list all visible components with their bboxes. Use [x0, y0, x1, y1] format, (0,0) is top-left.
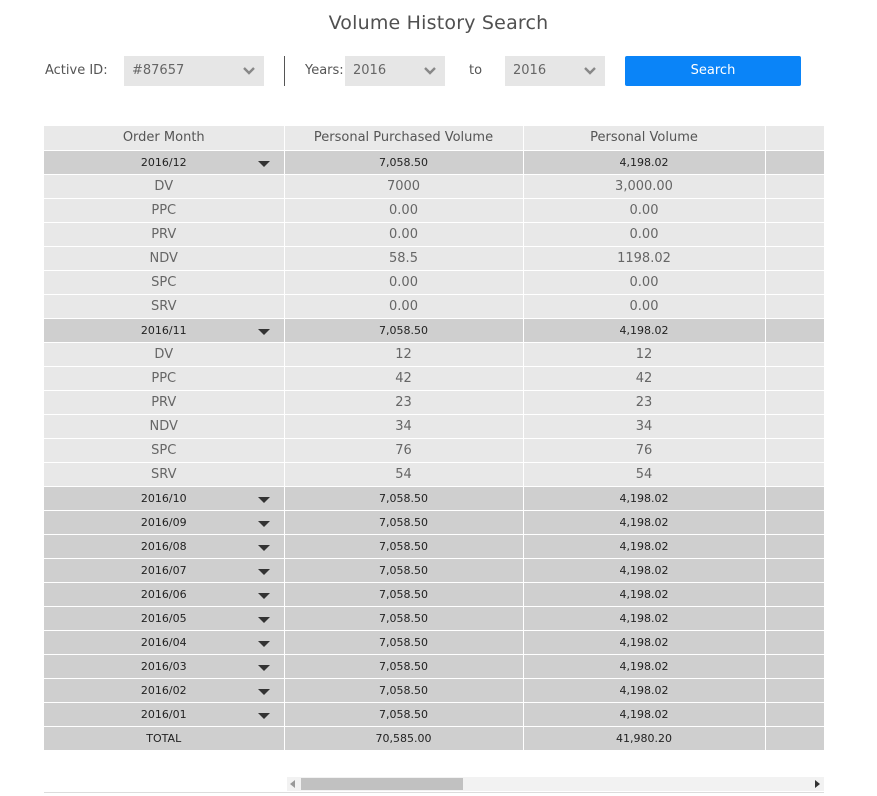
row-label	[44, 702, 284, 726]
ppv-cell: 7,058.50	[284, 606, 523, 630]
row-label	[44, 582, 284, 606]
month-row[interactable]	[44, 534, 824, 558]
row-label: SPC	[44, 438, 284, 462]
row-label: PPC	[44, 366, 284, 390]
month-row[interactable]	[44, 702, 824, 726]
detail-row	[44, 198, 824, 222]
pv-cell: 0.00	[523, 222, 765, 246]
extra-cell	[765, 558, 824, 582]
ppv-cell: 7,058.50	[284, 510, 523, 534]
extra-cell	[765, 366, 824, 390]
ppv-cell: 7,058.50	[284, 630, 523, 654]
extra-cell	[765, 462, 824, 486]
row-label	[44, 318, 284, 342]
ppv-cell: 34	[284, 414, 523, 438]
row-label	[44, 558, 284, 582]
expand-caret-icon[interactable]	[258, 641, 270, 647]
year-from-select[interactable]	[345, 56, 445, 86]
active-id-select[interactable]	[124, 56, 264, 86]
ppv-cell: 42	[284, 366, 523, 390]
detail-row	[44, 462, 824, 486]
row-label: PRV	[44, 390, 284, 414]
extra-cell	[765, 414, 824, 438]
header-order-month: Order Month	[44, 126, 284, 150]
detail-row	[44, 342, 824, 366]
table-body	[44, 150, 824, 750]
month-label: 2016/05	[140, 611, 187, 625]
detail-row	[44, 222, 824, 246]
horizontal-scrollbar[interactable]	[287, 777, 824, 791]
expand-caret-icon[interactable]	[258, 617, 270, 623]
pv-cell: 76	[523, 438, 765, 462]
month-label: 2016/11	[140, 323, 187, 337]
row-label	[44, 486, 284, 510]
detail-row	[44, 438, 824, 462]
header-extra	[765, 126, 824, 150]
page-title: Volume History Search	[328, 12, 549, 34]
month-row[interactable]	[44, 582, 824, 606]
ppv-cell: 7,058.50	[284, 486, 523, 510]
ppv-cell: 0.00	[284, 270, 523, 294]
active-id-value: #87657	[132, 63, 185, 78]
detail-row	[44, 174, 824, 198]
pv-cell: 34	[523, 414, 765, 438]
ppv-cell: 7,058.50	[284, 534, 523, 558]
extra-cell	[765, 150, 824, 174]
pv-cell: 4,198.02	[523, 678, 765, 702]
ppv-cell: 7,058.50	[284, 582, 523, 606]
month-label: 2016/01	[140, 707, 187, 721]
row-label	[44, 534, 284, 558]
row-label: SRV	[44, 462, 284, 486]
row-label	[44, 630, 284, 654]
month-label: 2016/02	[140, 683, 187, 697]
extra-cell	[765, 294, 824, 318]
month-row[interactable]	[44, 318, 824, 342]
month-label: 2016/07	[140, 563, 187, 577]
pv-cell: 1198.02	[523, 246, 765, 270]
extra-cell	[765, 486, 824, 510]
pv-cell: 4,198.02	[523, 702, 765, 726]
extra-cell	[765, 342, 824, 366]
ppv-cell: 7,058.50	[284, 702, 523, 726]
pv-cell: 4,198.02	[523, 582, 765, 606]
extra-cell	[765, 198, 824, 222]
extra-cell	[765, 654, 824, 678]
month-label: 2016/03	[140, 659, 187, 673]
year-to-value: 2016	[513, 63, 547, 78]
detail-row	[44, 246, 824, 270]
pv-cell: 4,198.02	[523, 534, 765, 558]
detail-row	[44, 366, 824, 390]
month-label: 2016/04	[140, 635, 187, 649]
chevron-down-icon	[243, 65, 255, 77]
row-label: DV	[44, 174, 284, 198]
extra-cell	[765, 678, 824, 702]
row-label: SRV	[44, 294, 284, 318]
pv-cell: 3,000.00	[523, 174, 765, 198]
month-row[interactable]	[44, 630, 824, 654]
extra-cell	[765, 582, 824, 606]
extra-cell	[765, 270, 824, 294]
detail-row	[44, 414, 824, 438]
expand-caret-icon[interactable]	[258, 689, 270, 695]
total-pv: 41,980.20	[523, 726, 765, 750]
ppv-cell: 76	[284, 438, 523, 462]
row-label: PPC	[44, 198, 284, 222]
extra-cell	[765, 390, 824, 414]
pv-cell: 4,198.02	[523, 150, 765, 174]
pv-cell: 4,198.02	[523, 558, 765, 582]
pv-cell: 0.00	[523, 198, 765, 222]
active-id-label: Active ID:	[45, 63, 108, 78]
pv-cell: 4,198.02	[523, 486, 765, 510]
row-label	[44, 654, 284, 678]
year-to-select[interactable]	[505, 56, 605, 86]
table-header-row	[44, 126, 824, 150]
expand-caret-icon[interactable]	[258, 329, 270, 335]
row-label: SPC	[44, 270, 284, 294]
years-label: Years:	[305, 63, 344, 78]
search-button[interactable]: Search	[625, 56, 801, 86]
row-label	[44, 510, 284, 534]
row-label: NDV	[44, 246, 284, 270]
row-label	[44, 606, 284, 630]
pv-cell: 54	[523, 462, 765, 486]
ppv-cell: 0.00	[284, 198, 523, 222]
total-row	[44, 726, 824, 750]
extra-cell	[765, 318, 824, 342]
expand-caret-icon[interactable]	[258, 665, 270, 671]
expand-caret-icon[interactable]	[258, 569, 270, 575]
extra-cell	[765, 246, 824, 270]
ppv-cell: 23	[284, 390, 523, 414]
ppv-cell: 7,058.50	[284, 558, 523, 582]
ppv-cell: 0.00	[284, 222, 523, 246]
header-personal-purchased-volume: Personal Purchased Volume	[284, 126, 523, 150]
month-row[interactable]	[44, 654, 824, 678]
pv-cell: 12	[523, 342, 765, 366]
scroll-right-icon[interactable]	[815, 780, 820, 788]
chevron-down-icon	[424, 65, 436, 77]
volume-table	[44, 126, 824, 751]
pv-cell: 0.00	[523, 270, 765, 294]
expand-caret-icon[interactable]	[258, 545, 270, 551]
header-personal-volume: Personal Volume	[523, 126, 765, 150]
table-bottom-border	[44, 792, 824, 793]
pv-cell: 4,198.02	[523, 654, 765, 678]
ppv-cell: 0.00	[284, 294, 523, 318]
row-label: DV	[44, 342, 284, 366]
pv-cell: 23	[523, 390, 765, 414]
scrollbar-thumb[interactable]	[301, 778, 463, 790]
ppv-cell: 54	[284, 462, 523, 486]
pv-cell: 4,198.02	[523, 606, 765, 630]
month-row[interactable]	[44, 606, 824, 630]
chevron-down-icon	[584, 65, 596, 77]
month-row[interactable]	[44, 678, 824, 702]
row-label	[44, 150, 284, 174]
detail-row	[44, 390, 824, 414]
expand-caret-icon[interactable]	[258, 161, 270, 167]
ppv-cell: 58.5	[284, 246, 523, 270]
month-row[interactable]	[44, 558, 824, 582]
extra-cell	[765, 174, 824, 198]
ppv-cell: 7000	[284, 174, 523, 198]
expand-caret-icon[interactable]	[258, 593, 270, 599]
month-row[interactable]	[44, 150, 824, 174]
total-ppv: 70,585.00	[284, 726, 523, 750]
total-extra	[765, 726, 824, 750]
month-label: 2016/12	[140, 155, 187, 169]
expand-caret-icon[interactable]	[258, 713, 270, 719]
year-from-value: 2016	[353, 63, 387, 78]
extra-cell	[765, 510, 824, 534]
extra-cell	[765, 606, 824, 630]
extra-cell	[765, 222, 824, 246]
extra-cell	[765, 630, 824, 654]
to-label: to	[469, 63, 483, 78]
ppv-cell: 7,058.50	[284, 150, 523, 174]
total-label: TOTAL	[44, 726, 284, 750]
pv-cell: 42	[523, 366, 765, 390]
ppv-cell: 7,058.50	[284, 318, 523, 342]
ppv-cell: 7,058.50	[284, 678, 523, 702]
expand-caret-icon[interactable]	[258, 497, 270, 503]
month-label: 2016/09	[140, 515, 187, 529]
month-label: 2016/06	[140, 587, 187, 601]
pv-cell: 4,198.02	[523, 318, 765, 342]
extra-cell	[765, 438, 824, 462]
ppv-cell: 12	[284, 342, 523, 366]
detail-row	[44, 294, 824, 318]
month-row[interactable]	[44, 486, 824, 510]
month-row[interactable]	[44, 510, 824, 534]
extra-cell	[765, 534, 824, 558]
detail-row	[44, 270, 824, 294]
expand-caret-icon[interactable]	[258, 521, 270, 527]
month-label: 2016/10	[140, 491, 187, 505]
pv-cell: 4,198.02	[523, 630, 765, 654]
pv-cell: 0.00	[523, 294, 765, 318]
row-label	[44, 678, 284, 702]
scroll-left-icon[interactable]	[290, 780, 295, 788]
month-label: 2016/08	[140, 539, 187, 553]
ppv-cell: 7,058.50	[284, 654, 523, 678]
filter-divider	[284, 56, 285, 86]
row-label: NDV	[44, 414, 284, 438]
row-label: PRV	[44, 222, 284, 246]
extra-cell	[765, 702, 824, 726]
volume-table-container	[44, 126, 824, 776]
pv-cell: 4,198.02	[523, 510, 765, 534]
